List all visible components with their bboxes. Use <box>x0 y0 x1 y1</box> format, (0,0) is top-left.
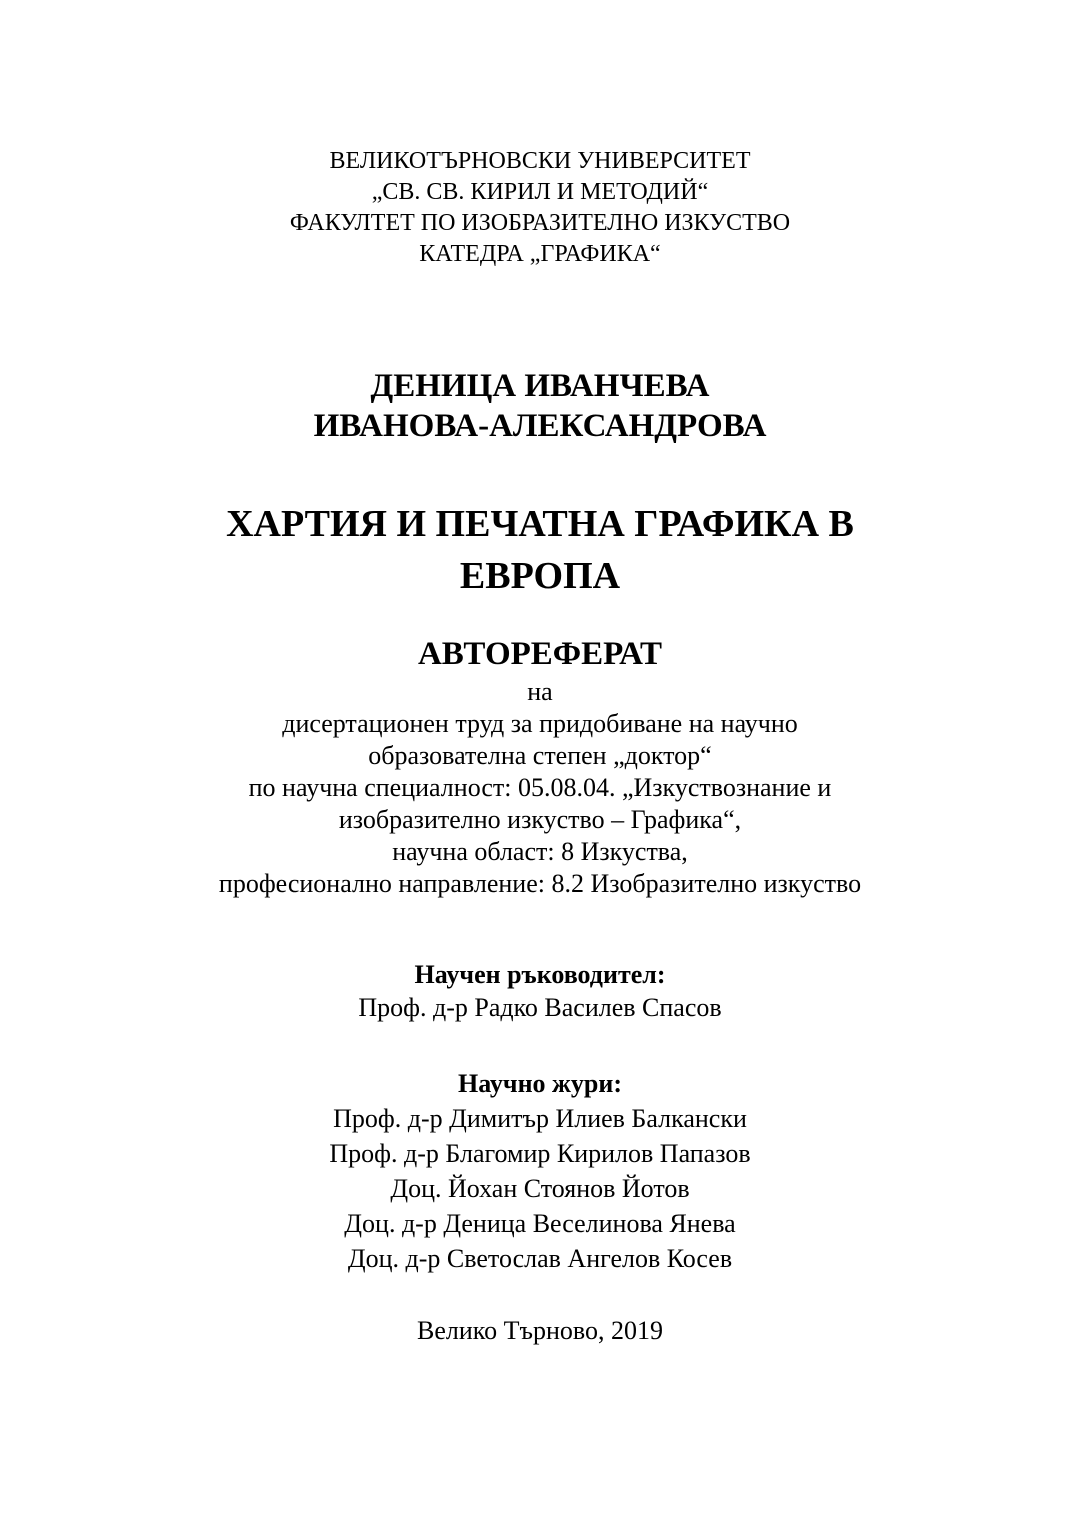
university-name-line: ВЕЛИКОТЪРНОВСКИ УНИВЕРСИТЕТ <box>329 148 751 174</box>
jury-member: Проф. д-р Благомир Кирилов Папазов <box>329 1139 751 1168</box>
description-line-3: образователна степен „доктор“ <box>368 741 712 770</box>
title-line-2: ЕВРОПА <box>459 555 621 597</box>
dissertation-title <box>0 498 1080 602</box>
dissertation-description <box>0 676 1080 900</box>
author-name <box>0 366 1080 446</box>
jury-member: Доц. д-р Светослав Ангелов Косев <box>347 1244 733 1273</box>
document-kind-label: АВТОРЕФЕРАТ <box>417 636 663 672</box>
supervisor-name: Проф. д-р Радко Василев Спасов <box>358 993 722 1022</box>
description-line-7: професионално направление: 8.2 Изобразително изкуство <box>218 869 862 898</box>
supervisor-heading: Научен ръководител: <box>414 960 666 989</box>
university-patron-line: „СВ. СВ. КИРИЛ И МЕТОДИЙ“ <box>371 179 709 205</box>
faculty-line: ФАКУЛТЕТ ПО ИЗОБРАЗИТЕЛНО ИЗКУСТВО <box>289 210 791 236</box>
university-header <box>0 146 1080 270</box>
jury-section <box>0 1066 1080 1276</box>
author-name-line-2: ИВАНОВА-АЛЕКСАНДРОВА <box>313 408 767 444</box>
jury-member: Доц. д-р Деница Веселинова Янева <box>344 1209 736 1238</box>
place-date-text: Велико Търново, 2019 <box>417 1316 663 1345</box>
description-line-5: изобразително изкуство – Графика“, <box>338 805 742 834</box>
supervisor-section <box>0 958 1080 1024</box>
jury-heading: Научно жури: <box>458 1069 622 1098</box>
place-and-date <box>0 1314 1080 1348</box>
description-line-2: дисертационен труд за придобиване на научно <box>282 709 798 738</box>
jury-member: Доц. Йохан Стоянов Йотов <box>390 1174 690 1203</box>
department-line: КАТЕДРА „ГРАФИКА“ <box>419 241 661 267</box>
jury-member: Проф. д-р Димитър Илиев Балкански <box>333 1104 747 1133</box>
description-line-4: по научна специалност: 05.08.04. „Изкуствознание и <box>248 773 832 802</box>
description-line-1: на <box>527 677 553 706</box>
document-kind <box>0 633 1080 675</box>
author-name-line-1: ДЕНИЦА ИВАНЧЕВА <box>370 368 710 404</box>
title-line-1: ХАРТИЯ И ПЕЧАТНА ГРАФИКА В <box>226 503 854 545</box>
description-line-6: научна област: 8 Изкуства, <box>392 837 688 866</box>
